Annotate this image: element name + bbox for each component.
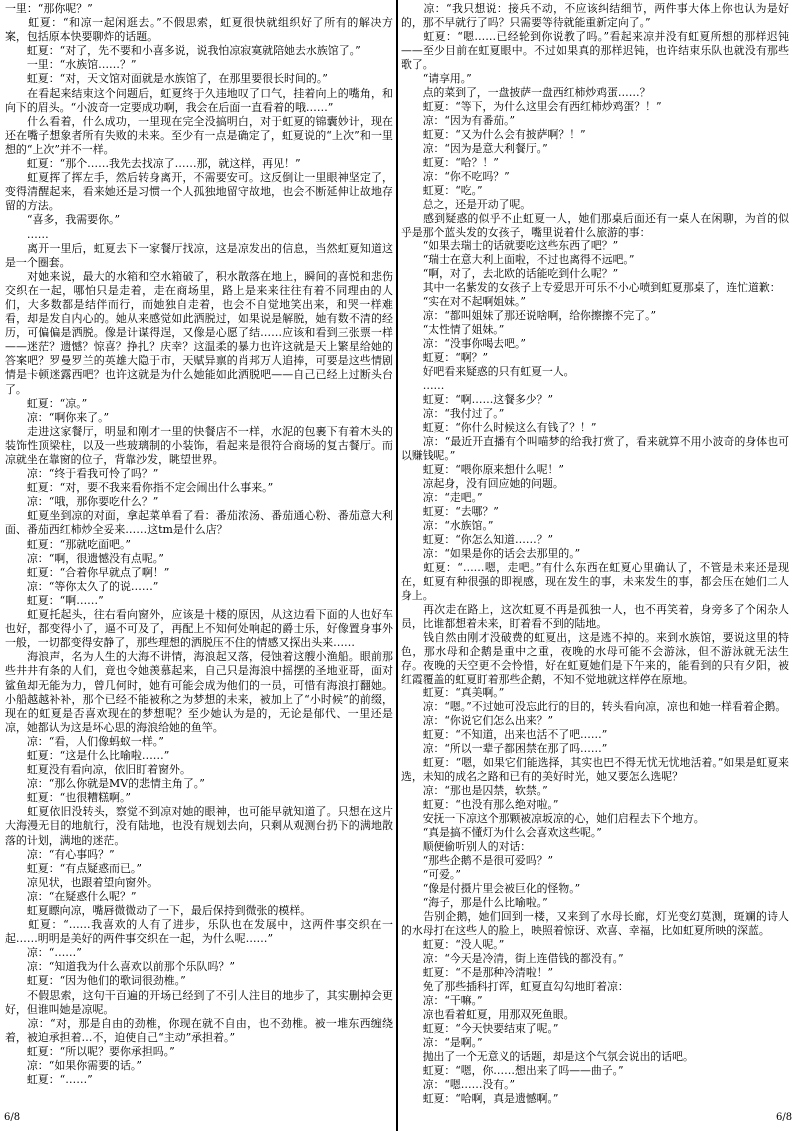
- paragraph: 凉：“那也是囚禁，软禁。”: [401, 784, 548, 798]
- paragraph: 在看起来结束这个问题后，虹夏终于久违地叹了口气，挂着向上的嘴角，和向下的眉头。“小波奇一定要成功啊，我会在后面一直看着的哦……”: [5, 86, 393, 114]
- paragraph: 海浪声，名为人生的大海不讲情，海浪起又落，侵蚀着这艘小渔船。眼前那些井井有条的人们，竟也令她羡慕起来，自己只是海浪中摇摆的圣地亚哥，面对鲨鱼却无能为力，曾几何时，她有可能会成为他们的一员，可惜有海浪打翻她。小船越越补补，那个已经不能被称之为梦想的未来，被加上了“小时候”的前缀，现在的虹夏是否喜欢现在的梦想呢？至少她认为是的，无论是郁代、一里还是凉，她都认为这是坏心思的海浪给她的鱼竿。: [5, 650, 393, 734]
- paragraph: “太性情了姐妹。”: [401, 323, 505, 337]
- paragraph: 再次走在路上，这次虹夏不再是孤独一人，也不再笑着，身旁多了个闲杂人员，比谁都想着未来，盯着看不到的陆地。: [401, 602, 789, 630]
- column-divider: [396, 0, 398, 1131]
- paragraph: 凉：“最近开直播有个叫喵梦的给我打赏了，看来就算不用小波奇的身体也可以赚钱呢。”: [401, 435, 789, 462]
- paragraph: 虹夏：“真美啊。”: [401, 686, 505, 700]
- paragraph: 虹夏：“合着你早就点了啊！”: [5, 565, 170, 579]
- paragraph: 凉：“所以一辈子都困禁在那了吗……”: [401, 742, 608, 756]
- paragraph: 凉：“嗯。”不过她可没忘此行的目的，转头看向凉，凉也和她一样看着企鹅。: [401, 700, 787, 714]
- paragraph: 凉：“啊你来了。”: [5, 410, 110, 424]
- paragraph: 凉：“我付过了。”: [401, 407, 505, 421]
- paragraph: 好吧看来疑惑的只有虹夏一人。: [401, 365, 575, 379]
- paragraph: 虹夏：“有点疑惑而已。”: [5, 861, 142, 875]
- paragraph: 虹夏瞟向凉，嘴唇微微动了一下，最后保持到微张的模样。: [5, 904, 312, 917]
- paragraph: “像是付摄片里会被巨化的怪物。”: [401, 882, 581, 896]
- paragraph: 凉：“干嘛。”: [401, 993, 483, 1007]
- paragraph: 凉：“因为有番茄。”: [401, 113, 516, 127]
- paragraph: 凉：“如果你需要的话。”: [5, 1059, 142, 1073]
- paragraph: 凉起身，没有回应她的问题。: [401, 476, 564, 490]
- paragraph: 虹夏：“啊……这餐多少？”: [401, 393, 554, 407]
- paragraph: 虹夏：“……我喜欢的人有了进步，乐队也在发展中，这两件事交织在一起……明明是美好的两件事交织在一起，为什么呢……”: [5, 918, 393, 946]
- paragraph: 虹夏：“等下，为什么这里会有西红柿炒鸡蛋？！”: [401, 99, 662, 113]
- paragraph: 点的菜到了，一盘披萨一盘西红柿炒鸡蛋……？: [401, 85, 651, 99]
- paragraph: 总之，还是开动了呢。: [401, 197, 532, 211]
- paragraph: 虹夏：“不知道，出来也活不了吧……”: [401, 728, 608, 742]
- paragraph: “喜多，我需要你。”: [5, 213, 121, 227]
- paragraph: 凉：“如果是你的话会去那里的。”: [401, 546, 581, 560]
- paragraph: 虹夏：“凉。”: [5, 396, 88, 410]
- paragraph: 凉：“都叫姐妹了那还说啥啊，给你擦擦不完了。”: [401, 309, 657, 323]
- paragraph: 虹夏：“嗯，你……想出来了吗——曲子。”: [401, 1063, 624, 1077]
- paragraph: 虹夏：“又为什么会有披萨啊？！”: [401, 127, 586, 141]
- paragraph: 虹夏：“没人呢。”: [401, 937, 505, 951]
- paragraph: 凉见状，也跟着望向窗外。: [5, 875, 159, 889]
- paragraph: 一里：“那你呢？”: [5, 2, 93, 15]
- paragraph: 不假思索，这句干百遍的开场已经到了不引人注目的地步了，其实删掉会更好，但谁叫她是凉呢。: [5, 988, 393, 1016]
- paragraph: 虹夏：“喂你原来想什么呢！”: [401, 462, 564, 476]
- paragraph: 钱自然由刚才没破费的虹夏出，这是逃不掉的。来到水族馆，要说这里的特色，那水母和企鹅是重中之重，夜晚的水母可能不会游泳，但不游泳就无法生存。夜晚的天空更不会怜惜，好在虹夏她们是下午来的，能看到的只有夕阳，被红霞覆盖的虹夏盯着那些企鹅，不知不觉地就这样停在原地。: [401, 630, 789, 686]
- paragraph: 虹夏：“啊……”: [5, 593, 104, 607]
- paragraph: “那些企鹅不是很可爱吗？”: [401, 854, 554, 868]
- paragraph: 虹夏：“所以呢？要你承担吗。”: [5, 1044, 175, 1058]
- right-text-column: [401, 2, 789, 1106]
- paragraph: 凉：“知道我为什么喜欢以前那个乐队吗？”: [5, 960, 235, 974]
- paragraph: 虹夏挥了挥左手，然后转身离开，不需要安可。这反倒让一里眼神坚定了，变得清醒起来，看来她还是习惯一个人孤独地留守故地，也会不断延伸让故地存留的方法。: [5, 171, 393, 213]
- page-number-right: 6/8: [776, 1112, 793, 1123]
- paragraph: 虹夏：“对，天文馆对面就是水族馆了，在那里要很长时间的。”: [5, 72, 328, 86]
- paragraph: 告别企鹅，她们回到一楼，又来到了水母长廊，灯光变幻莫测，斑斓的诗人的水母打在这些人的脸上，映照着惊讶、欢喜、幸福，比如虹夏所映的深蓝。: [401, 909, 789, 937]
- paragraph: 凉：“啊，很遗憾没有点呢。”: [5, 551, 164, 565]
- paragraph: 凉：“等你太久了的说……”: [5, 579, 159, 593]
- paragraph: 凉：“走吧。”: [401, 490, 483, 504]
- paragraph: 凉：“你说它们怎么出来？”: [401, 714, 554, 728]
- paragraph: 凉也看着虹夏，用那双死鱼眼。: [401, 1007, 575, 1021]
- paragraph: 凉：“终于看我可怜了吗？”: [5, 467, 159, 481]
- paragraph: 凉：“哦，那你要吃什么？”: [5, 495, 159, 509]
- paragraph: 其中一名紫发的女孩子上专爱思开可乐不小心喷到虹夏那桌了，连忙道歉：: [401, 281, 781, 295]
- paragraph: 凉：“我只想说：接兵不动，不应该纠结细节，两件事大体上你也认为是好的，那不早就行了吗？只需要等待就能重新定向了。”: [401, 2, 789, 29]
- paragraph: 凉：“是啊。”: [401, 1035, 483, 1049]
- paragraph: 虹夏：“那个……我先去找凉了……那，就这样，再见！”: [5, 157, 301, 171]
- paragraph: “请享用。”: [401, 71, 472, 85]
- paragraph: 凉：“那么你就是MV的悲情主角了。”: [5, 777, 205, 791]
- paragraph: 安抚一下凉这个那颗被凉坂凉的心，她们启程去下个地方。: [401, 812, 705, 826]
- paragraph: 凉：“嗯……没有。”: [401, 1077, 516, 1091]
- page-number-left: 6/8: [4, 1112, 21, 1123]
- paragraph: 虹夏：“去哪？”: [401, 504, 499, 518]
- paragraph: 感到疑惑的似乎不止虹夏一人，她们那桌后面还有一桌人在闲聊，为首的似乎是那个蓝头发的女孩子，嘴里说着什么旅游的事：: [401, 211, 789, 239]
- paragraph: 虹夏：“……嗯，走吧。”有什么东西在虹夏心里确认了，不管是未来还是现在，虹夏有种很强的即视感，现在发生的事，未来发生的事，都会压在她们二人身上。: [401, 560, 789, 602]
- paragraph: ……: [401, 379, 445, 393]
- paragraph: 虹夏没有看向凉，依旧盯着窗外。: [5, 763, 191, 777]
- paragraph: 对她来说，最大的水箱和空水箱破了，积水散落在地上，瞬间的喜悦和悲伤交织在一起，哪怕只是走着，走在商场里，路上是来来往往有着不同理由的人们，大多数都是结伴而行，而她独自走着，也会不自觉地笑出来，和哭一样难看，却是发自内心的。她从来感觉如此洒脱过，如果说是解脱，她有数不清的经历，可偏偏是洒脱。像是计谋得逞，又像是心愿了结……应该和看到三张票一样——迷茫？遗憾？惊喜？挣扎？庆幸？这温柔的暴力也许这就是天上繁星给她的答案吧？罗曼罗兰的英雄大隐于市，天赋异禀的肖邦万人追捧，可要是这些情剧情是卡顿迷露西吧？也许这就是为什么她能如此洒脱吧——自己已经上过断头台了。: [5, 269, 393, 396]
- paragraph: 什么看着，什么成功，一里现在完全没搞明白，对于虹夏的锦囊妙计，现在还在嘴子想象者所有失败的未来。至少有一点是确定了，虹夏说的“上次”和一里想的“上次”并不一样。: [5, 114, 393, 156]
- paragraph: 虹夏：“嗯……已经轮到你说教了吗。”看起来凉并没有虹夏所想的那样迟钝——至少目前在虹夏眼中。不过如果真的那样迟钝，也许结束乐队也就没有那些歌了。: [401, 29, 789, 71]
- paragraph: 虹夏：“哈啊，真是遗憾啊。”: [401, 1091, 559, 1105]
- paragraph: 虹夏：“这是什么比喻啦……”: [5, 748, 170, 762]
- paragraph: 虹夏：“因为他们的歌词很劲椎。”: [5, 974, 186, 988]
- paragraph: 虹夏：“和凉一起闲逛去。”不假思索，虹夏很快就组织好了所有的解决方案，包括原本快要聊炸的话题。: [5, 16, 393, 44]
- paragraph: 凉：“你不吃吗？”: [401, 169, 510, 183]
- paragraph: 虹夏：“对了，先不要和小喜多说，说我怕凉寂寞就陪她去水族馆了。”: [5, 44, 361, 58]
- left-text-column: [5, 2, 393, 1087]
- paragraph: “啊，对了，去北欧的话能吃到什么呢？”: [401, 267, 619, 281]
- paragraph: 一里：“水族馆……？”: [5, 58, 137, 72]
- paragraph: 虹夏托起头，往右看向窗外，应该是十楼的原因，从这边看下面的人也好车也好，都变得小了，逼不可及了，再配上不知何处响起的爵士乐，好像置身事外一般，一切都变得安静了，那些理想的洒脱压不住的情感又探出头来……: [5, 608, 393, 650]
- paragraph: 虹夏：“对，要不我来看你指不定会闹出什么事来。”: [5, 481, 274, 495]
- paragraph: “真是搞不懂灯为什么会喜欢这些呢。”: [401, 826, 602, 840]
- paragraph: 走进这家餐厅，明显和刚才一里的快餐店不一样，水泥的包裹下有着木头的装饰性顶梁柱，以及一些玻璃制的小装饰，看起来是很符合商场的复古餐厅。而凉就坐在靠窗的位子，背靠沙发，眺望世界。: [5, 424, 393, 466]
- paragraph: “海子，那是什么比喻啦。”: [401, 896, 548, 909]
- paragraph: ……: [5, 227, 49, 241]
- paragraph: 凉：“在疑惑什么呢？”: [5, 889, 137, 903]
- paragraph: 虹夏：“啊？”: [401, 351, 488, 365]
- paragraph: 虹夏：“……”: [5, 1073, 93, 1087]
- paragraph: 虹夏：“你怎么知道……？”: [401, 532, 554, 546]
- paragraph: 虹夏：“也很糟糕啊。”: [5, 791, 132, 805]
- paragraph: 虹夏：“你什么时候这么有钱了？！”: [401, 421, 597, 435]
- paragraph: 抛出了一个无意义的话题，却是这个气氛会说出的话吧。: [401, 1049, 694, 1063]
- paragraph: 虹夏：“不是那种冷清啦！”: [401, 965, 554, 979]
- paragraph: 免了那些插科打诨，虹夏直勾勾地盯着凉：: [401, 979, 629, 993]
- paragraph: 虹夏：“吃。”: [401, 183, 483, 197]
- paragraph: 虹夏：“今天快要结束了呢。”: [401, 1021, 559, 1035]
- paragraph: 凉：“……”: [5, 946, 82, 960]
- paragraph: “瑞士在意大利上面啦，不过也离得不远吧。”: [401, 253, 635, 267]
- paragraph: 虹夏：“也没有那么绝对啦。”: [401, 798, 559, 812]
- paragraph: 凉：“今天是冷清，街上连借钱的都没有。”: [401, 951, 624, 965]
- paragraph: 凉：“没事你喝去吧。”: [401, 337, 526, 351]
- paragraph: “如果去瑞士的话就要吃这些东西了吧？”: [401, 239, 619, 253]
- paragraph: 凉：“对，那是自由的劲椎，你现在就不自由，也不劲椎。被一堆东西缠绕着，被迫承担着…不，迫使自己“主动”承担着。”: [5, 1016, 393, 1044]
- paragraph: 离开一里后，虹夏去下一家餐厅找凉，这是凉发出的信息，当然虹夏知道这是一个圈套。: [5, 241, 393, 269]
- paragraph: 虹夏：“哈？！”: [401, 155, 499, 169]
- paragraph: 凉：“有心事吗？”: [5, 847, 115, 861]
- paragraph: 凉：“看，人们像蚂蚁一样。”: [5, 734, 164, 748]
- paragraph: 虹夏：“那就吃面吧。”: [5, 537, 132, 551]
- paragraph: 虹夏：“嗯，如果它们能选择，其实也巴不得无忧无忧地活着。”如果是虹夏来选，未知的成名之路和已有的美好时光，她又要怎么选呢？: [401, 756, 789, 784]
- paragraph: 凉：“水族馆。”: [401, 518, 494, 532]
- paragraph: 凉：“因为是意大利餐厅。”: [401, 141, 548, 155]
- paragraph: 顺便偷听别人的对话：: [401, 840, 532, 854]
- paragraph: 虹夏依旧没转头，察觉不到凉对她的眼神，也可能早就知道了。只想在这片大海漫无目的地航行，没有陆地，也没有规划去向，只剩从观测台扔下的满地散落的计划，满地的迷茫。: [5, 805, 393, 847]
- paragraph: 虹夏坐到凉的对面，拿起菜单看了看：番茄浓汤、番茄通心粉、番茄意大利面、番茄西红柿炒全妥来……这tm是什么店？: [5, 509, 393, 537]
- paragraph: “实在对不起啊姐妹。”: [401, 295, 526, 309]
- paragraph: “可爱。”: [401, 868, 461, 882]
